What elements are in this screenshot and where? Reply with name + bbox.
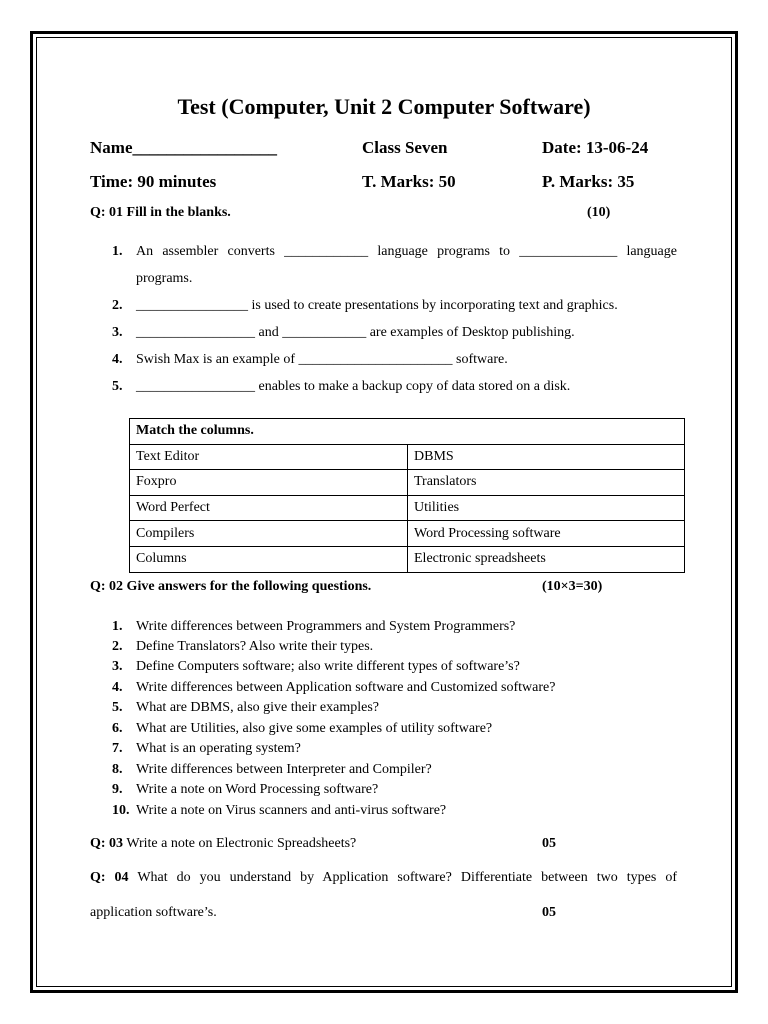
question-text: What are Utilities, also give some examples of utility software?	[136, 721, 493, 736]
match-table-heading: Match the columns.	[130, 419, 685, 445]
question-text: Write differences between Interpreter and Compiler?	[136, 762, 432, 777]
q2-marks: (10×3=30)	[542, 579, 603, 594]
fill-item-text: Swish Max is an example of ______________________ software.	[136, 352, 508, 367]
pass-marks-label: P. Marks: 35	[542, 172, 635, 191]
q3-marks: 05	[542, 836, 556, 851]
q1-heading: Q: 01 Fill in the blanks.	[90, 205, 231, 220]
question-number: 6.	[112, 721, 123, 736]
q3-row	[90, 836, 356, 852]
question-text: What is an operating system?	[136, 741, 301, 756]
question-number: 4.	[112, 680, 123, 695]
fill-item-number: 2.	[112, 298, 123, 313]
fill-item-number: 3.	[112, 325, 123, 340]
match-left-cell: Foxpro	[130, 470, 408, 496]
q4-marks: 05	[542, 905, 556, 920]
q3-label: Q: 03	[90, 836, 124, 851]
time-label: Time: 90 minutes	[90, 172, 217, 191]
table-row	[130, 521, 685, 547]
name-field: Name_________________	[90, 138, 277, 157]
match-left-cell: Columns	[130, 546, 408, 572]
match-left-cell: Word Perfect	[130, 495, 408, 521]
q3-text: Write a note on Electronic Spreadsheets?	[126, 836, 357, 851]
question-number: 5.	[112, 700, 123, 715]
class-label: Class Seven	[362, 138, 448, 157]
table-row	[130, 444, 685, 470]
match-right-cell: Utilities	[408, 495, 685, 521]
match-left-cell: Text Editor	[130, 444, 408, 470]
table-row	[130, 546, 685, 572]
question-number: 2.	[112, 639, 123, 654]
match-right-cell: DBMS	[408, 444, 685, 470]
question-text: Define Translators? Also write their types.	[136, 639, 374, 654]
fill-item-text-cont: programs.	[136, 271, 193, 286]
q2-heading: Q: 02 Give answers for the following questions.	[90, 579, 372, 594]
question-text: Write differences between Programmers and System Programmers?	[136, 619, 516, 634]
fill-item-text: An assembler converts ____________ language programs to ______________ language	[136, 244, 677, 259]
fill-item-text: _________________ enables to make a backup copy of data stored on a disk.	[136, 379, 571, 394]
question-number: 3.	[112, 659, 123, 674]
fill-item-number: 5.	[112, 379, 123, 394]
question-text: Write differences between Application software and Customized software?	[136, 680, 556, 695]
date-label: Date: 13-06-24	[542, 138, 649, 157]
q1-marks: (10)	[587, 205, 611, 220]
fill-item-number: 4.	[112, 352, 123, 367]
question-number: 10.	[112, 803, 130, 818]
table-row	[130, 495, 685, 521]
match-right-cell: Electronic spreadsheets	[408, 546, 685, 572]
question-number: 8.	[112, 762, 123, 777]
question-text: What are DBMS, also give their examples?	[136, 700, 379, 715]
match-right-cell: Word Processing software	[408, 521, 685, 547]
q4-text-cont: application software’s.	[90, 905, 217, 920]
question-text: Write a note on Virus scanners and anti-virus software?	[136, 803, 447, 818]
q4-row	[90, 870, 677, 886]
total-marks-label: T. Marks: 50	[362, 172, 456, 191]
question-number: 9.	[112, 782, 123, 797]
fill-item-text: ________________ is used to create presentations by incorporating text and graphics.	[136, 298, 618, 313]
q4-label: Q: 04	[90, 870, 129, 885]
question-number: 1.	[112, 619, 123, 634]
test-title: Test (Computer, Unit 2 Computer Software)	[177, 94, 591, 119]
match-columns-table	[129, 418, 685, 573]
question-text: Write a note on Word Processing software?	[136, 782, 379, 797]
match-left-cell: Compilers	[130, 521, 408, 547]
fill-item-number: 1.	[112, 244, 123, 259]
question-number: 7.	[112, 741, 123, 756]
match-right-cell: Translators	[408, 470, 685, 496]
fill-item-text: _________________ and ____________ are examples of Desktop publishing.	[136, 325, 575, 340]
table-row	[130, 470, 685, 496]
question-text: Define Computers software; also write different types of software’s?	[136, 659, 520, 674]
q4-text: What do you understand by Application software? Differentiate between two types of	[137, 870, 677, 885]
